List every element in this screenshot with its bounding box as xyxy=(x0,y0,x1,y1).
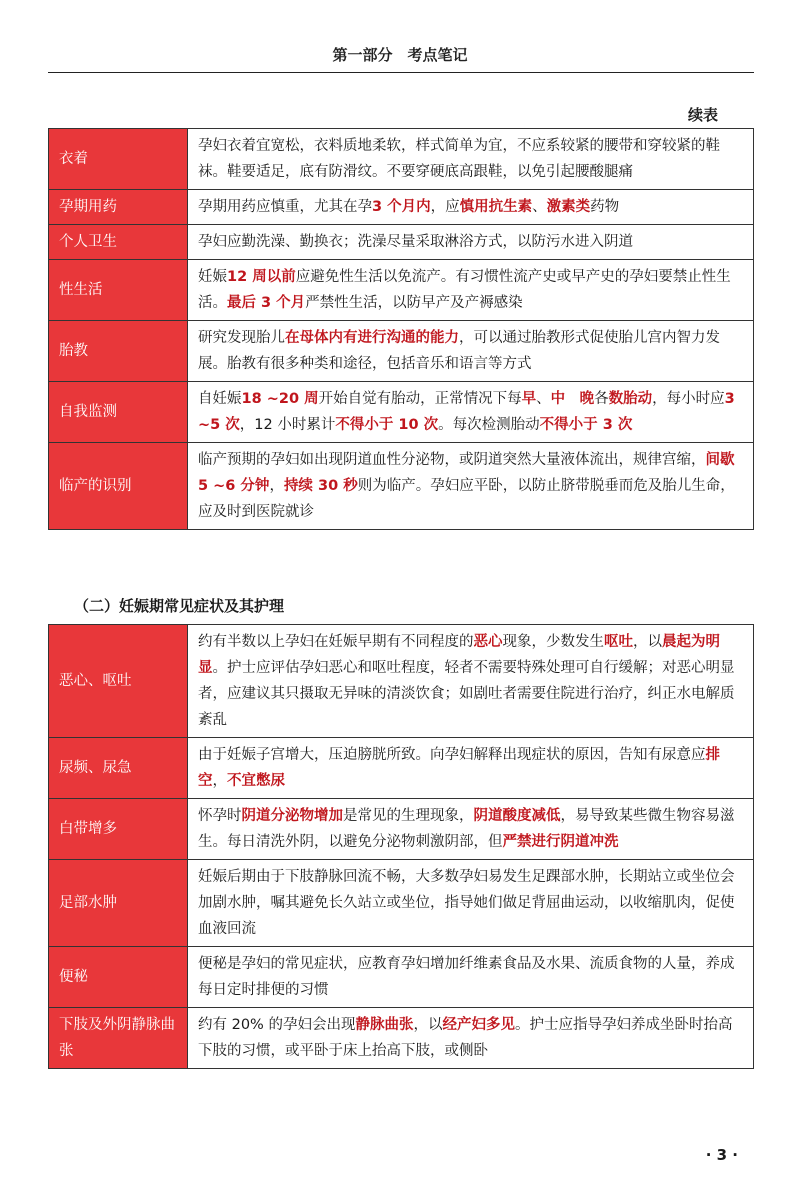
body-text: 研究发现胎儿 xyxy=(198,330,285,346)
highlighted-text: 排空 xyxy=(198,747,720,789)
row-content xyxy=(188,129,754,190)
highlighted-text: 持续 30 秒 xyxy=(283,478,358,494)
highlighted-text: 激素类 xyxy=(546,199,591,215)
row-content xyxy=(188,947,754,1008)
highlighted-text: 不得小于 3 次 xyxy=(539,417,633,433)
highlighted-text: 静脉曲张 xyxy=(355,1017,414,1033)
highlighted-text: 最后 3 个月 xyxy=(227,295,306,311)
highlighted-text: 3 个月内 xyxy=(372,199,431,215)
body-text: ，以 xyxy=(633,634,662,650)
section-title: （二）妊娠期常见症状及其护理 xyxy=(74,597,285,615)
highlighted-text: 呕吐 xyxy=(604,634,633,650)
table-row xyxy=(49,738,754,799)
row-content xyxy=(188,625,754,738)
body-text: 由于妊娠子宫增大，压迫膀胱所致。向孕妇解释出现症状的原因，告知有尿意应 xyxy=(198,747,706,763)
highlighted-text: 恶心 xyxy=(473,634,503,650)
table-row xyxy=(49,947,754,1008)
body-text: ，易导致某些微生物容易滋生。每日清洗外阴，以避免分泌物刺激阴部，但 xyxy=(198,808,735,850)
table-row xyxy=(49,799,754,860)
highlighted-text: 不得小于 10 次 xyxy=(335,417,439,433)
body-text: 便秘是孕妇的常见症状，应教育孕妇增加纤维素食品及水果、流质食物的人量，养成每日定时排便的习惯 xyxy=(198,956,735,998)
body-text: ，12 小时累计 xyxy=(239,417,336,433)
row-label: 白带增多 xyxy=(49,799,188,860)
table-row xyxy=(49,382,754,443)
body-text: 是常见的生理现象， xyxy=(343,808,474,824)
body-text: 妊娠后期由于下肢静脉回流不畅，大多数孕妇易发生足踝部水肿，长期站立或坐位会加剧水肿，嘱其避免长久站立或坐位，指导她们做足背屈曲运动，以收缩肌肉，促使血液回流 xyxy=(198,869,735,937)
body-text: 现象，少数发生 xyxy=(502,634,604,650)
body-text: 则为临产。孕妇应平卧，以防止脐带脱垂而危及胎儿生命，应及时到医院就诊 xyxy=(198,478,735,520)
body-text: 怀孕时 xyxy=(198,808,242,824)
body-text: 约有半数以上孕妇在妊娠早期有不同程度的 xyxy=(198,634,474,650)
row-content xyxy=(188,260,754,321)
row-label: 恶心、呕吐 xyxy=(49,625,188,738)
table-common-symptoms xyxy=(48,624,754,1069)
body-text: 约有 20% 的孕妇会出现 xyxy=(198,1017,356,1033)
body-text: 开始自觉有胎动，正常情况下每 xyxy=(318,391,522,407)
row-content xyxy=(188,1008,754,1069)
row-label: 衣着 xyxy=(49,129,188,190)
row-label: 临产的识别 xyxy=(49,443,188,530)
highlighted-text: 18 ~20 周 xyxy=(241,391,319,407)
table-row xyxy=(49,860,754,947)
highlighted-text: 12 周以前 xyxy=(227,269,296,285)
body-text: 药物 xyxy=(590,199,620,215)
row-label: 孕期用药 xyxy=(49,190,188,225)
body-text: ，可以通过胎教形式促使胎儿宫内智力发展。胎教有很多种类和途径，包括音乐和语言等方式 xyxy=(198,330,720,372)
row-label: 个人卫生 xyxy=(49,225,188,260)
row-content xyxy=(188,443,754,530)
row-content xyxy=(188,738,754,799)
body-text: 严禁性生活，以防早产及产褥感染 xyxy=(305,295,523,311)
table-prenatal-care xyxy=(48,128,754,530)
row-content xyxy=(188,799,754,860)
highlighted-text: 严禁进行阴道冲洗 xyxy=(502,834,619,850)
page-number: · 3 · xyxy=(705,1146,738,1164)
row-label: 胎教 xyxy=(49,321,188,382)
highlighted-text: 不宜憋尿 xyxy=(227,773,285,789)
highlighted-text: 3 ~5 次 xyxy=(198,391,735,433)
page-header: 第一部分 考点笔记 xyxy=(332,46,468,64)
body-text: 孕妇应勤洗澡、勤换衣；洗澡尽量采取淋浴方式，以防污水进入阴道 xyxy=(198,234,633,250)
body-text: ，以 xyxy=(413,1017,443,1033)
highlighted-text: 慎用抗生素 xyxy=(459,199,533,215)
body-text: ， xyxy=(212,773,227,789)
highlighted-text: 中 晚 xyxy=(550,391,595,407)
body-text: 、 xyxy=(536,391,551,407)
table-row xyxy=(49,190,754,225)
body-text: 应避免性生活以免流产。有习惯性流产史或早产史的孕妇要禁止性生活。 xyxy=(198,269,731,311)
body-text: 妊娠 xyxy=(198,269,227,285)
body-text: 各 xyxy=(594,391,609,407)
row-label: 自我监测 xyxy=(49,382,188,443)
highlighted-text: 在母体内有进行沟通的能力 xyxy=(285,330,459,346)
row-label: 尿频、尿急 xyxy=(49,738,188,799)
body-text: 。每次检测胎动 xyxy=(438,417,540,433)
highlighted-text: 阴道分泌物增加 xyxy=(241,808,343,824)
body-text: 孕期用药应慎重，尤其在孕 xyxy=(198,199,372,215)
body-text: ，每小时应 xyxy=(652,391,725,407)
body-text: 。护士应指导孕妇养成坐卧时抬高下肢的习惯，或平卧于床上抬高下肢，或侧卧 xyxy=(198,1017,733,1059)
body-text: 。护士应评估孕妇恶心和呕吐程度，轻者不需要特殊处理可自行缓解；对恶心明显者，应建议其只摄取无异味的清淡饮食；如剧吐者需要住院进行治疗，纠正水电解质紊乱 xyxy=(198,660,735,728)
body-text: 自妊娠 xyxy=(198,391,242,407)
row-label: 下肢及外阴静脉曲张 xyxy=(49,1008,188,1069)
table-row xyxy=(49,625,754,738)
row-label: 便秘 xyxy=(49,947,188,1008)
table-row xyxy=(49,129,754,190)
header-rule xyxy=(48,72,754,73)
row-content xyxy=(188,321,754,382)
row-content xyxy=(188,860,754,947)
body-text: ，应 xyxy=(430,199,460,215)
row-label: 性生活 xyxy=(49,260,188,321)
row-content xyxy=(188,190,754,225)
highlighted-text: 经产妇多见 xyxy=(442,1017,515,1033)
body-text: 孕妇衣着宜宽松，衣料质地柔软，样式简单为宜，不应系较紧的腰带和穿较紧的鞋袜。鞋要适足，底有防滑纹。不要穿硬底高跟鞋，以免引起腰酸腿痛 xyxy=(198,138,720,180)
table-row xyxy=(49,260,754,321)
highlighted-text: 早 xyxy=(521,391,537,407)
highlighted-text: 晨起为明显 xyxy=(198,634,720,676)
highlighted-text: 阴道酸度减低 xyxy=(473,808,561,824)
continued-label: 续表 xyxy=(687,106,718,124)
table-row xyxy=(49,443,754,530)
highlighted-text: 数胎动 xyxy=(608,391,653,407)
row-label: 足部水肿 xyxy=(49,860,188,947)
row-content xyxy=(188,382,754,443)
table-row xyxy=(49,1008,754,1069)
body-text: 临产预期的孕妇如出现阴道血性分泌物，或阴道突然大量液体流出，规律宫缩， xyxy=(198,452,706,468)
body-text: 、 xyxy=(532,199,547,215)
table-row xyxy=(49,225,754,260)
table-row xyxy=(49,321,754,382)
highlighted-text: 间歇 5 ~6 分钟 xyxy=(198,452,735,494)
body-text: ， xyxy=(269,478,284,494)
row-content xyxy=(188,225,754,260)
